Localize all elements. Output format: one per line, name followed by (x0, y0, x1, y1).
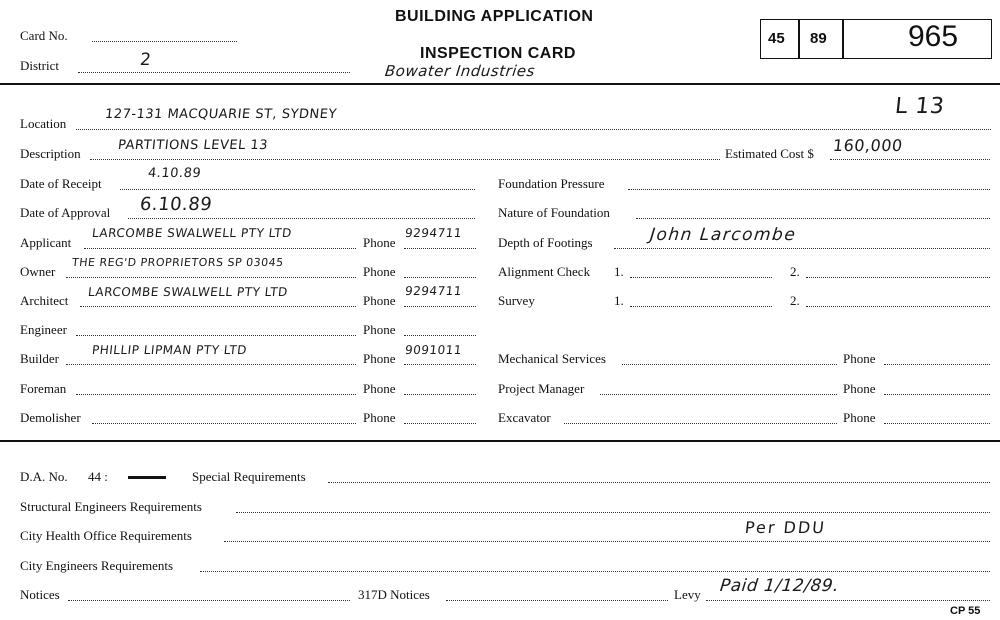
demolisher-phone-label: Phone (363, 410, 396, 425)
description-line (90, 159, 720, 160)
owner-value: THE REG'D PROPRIETORS SP 03045 (71, 256, 285, 269)
estimated-cost-value: 160,000 (832, 136, 904, 155)
city-engineers-line (200, 571, 990, 572)
alignment-check-line-2 (806, 277, 990, 278)
excavator-line (564, 423, 837, 424)
applicant-label: Applicant (20, 235, 72, 250)
mechanical-phone-line (884, 364, 990, 365)
foreman-phone-label: Phone (363, 381, 396, 396)
nature-foundation-label: Nature of Foundation (498, 205, 610, 220)
box-divider-1 (798, 19, 800, 59)
foreman-phone-line (404, 394, 476, 395)
engineer-phone-line (404, 335, 476, 336)
notices-317d-line (446, 600, 668, 601)
date-receipt-label: Date of Receipt (20, 176, 102, 191)
structural-label: Structural Engineers Requirements (20, 499, 202, 514)
survey-1: 1. (614, 293, 624, 308)
survey-line-1 (630, 306, 772, 307)
engineer-line (76, 335, 356, 336)
district-line (78, 72, 350, 73)
architect-phone: 9294711 (404, 284, 463, 298)
applicant-phone-label: Phone (363, 235, 396, 250)
corner-mark: L 13 (893, 94, 946, 119)
foreman-label: Foreman (20, 381, 67, 396)
demolisher-label: Demolisher (20, 410, 81, 425)
project-manager-phone-label: Phone (843, 381, 876, 396)
da-label: D.A. No. (20, 469, 68, 484)
excavator-phone-label: Phone (843, 410, 876, 425)
title-line2: INSPECTION CARD (420, 45, 576, 62)
foreman-line (76, 394, 356, 395)
special-requirements-line (328, 482, 990, 483)
survey-label: Survey (498, 293, 535, 308)
health-value: Per DDU (744, 518, 827, 537)
structural-line (236, 512, 990, 513)
builder-phone-line (404, 364, 476, 365)
title-line1: BUILDING APPLICATION (395, 8, 594, 25)
special-requirements-label: Special Requirements (192, 469, 306, 484)
excavator-phone-line (884, 423, 990, 424)
date-receipt-line (120, 189, 475, 190)
handwritten-note: Bowater Industries (384, 62, 536, 80)
mechanical-line (622, 364, 837, 365)
project-manager-line (600, 394, 837, 395)
date-approval-line (128, 218, 475, 219)
owner-phone-line (404, 277, 476, 278)
applicant-value: LARCOMBE SWALWELL PTY LTD (91, 226, 293, 240)
architect-phone-label: Phone (363, 293, 396, 308)
builder-label: Builder (20, 351, 59, 366)
depth-footings-label: Depth of Footings (498, 235, 593, 250)
project-manager-phone-line (884, 394, 990, 395)
location-label: Location (20, 116, 67, 131)
box2-value: 89 (810, 30, 827, 47)
health-line (224, 541, 990, 542)
card-no-label: Card No. (20, 28, 68, 43)
owner-label: Owner (20, 264, 56, 279)
builder-phone-label: Phone (363, 351, 396, 366)
builder-phone: 9091011 (404, 343, 463, 357)
location-line (76, 129, 991, 130)
notices-label: Notices (20, 587, 60, 602)
health-label: City Health Office Requirements (20, 528, 192, 543)
district-label: District (20, 58, 59, 73)
box-divider-2 (842, 19, 844, 59)
notices-317d-label: 317D Notices (358, 587, 430, 602)
location-value: 127-131 MACQUARIE ST, SYDNEY (104, 107, 338, 122)
excavator-label: Excavator (498, 410, 551, 425)
date-approval-value: 6.10.89 (138, 194, 214, 215)
district-value: 2 (138, 50, 153, 70)
levy-line (706, 600, 990, 601)
architect-label: Architect (20, 293, 69, 308)
engineer-label: Engineer (20, 322, 67, 337)
estimated-cost-line (830, 159, 990, 160)
description-value: PARTITIONS LEVEL 13 (117, 138, 269, 153)
date-receipt-value: 4.10.89 (147, 166, 202, 181)
da-value: 44 : (88, 469, 108, 484)
applicant-phone: 9294711 (404, 226, 463, 240)
depth-footings-line (614, 248, 990, 249)
card-number: 965 (908, 20, 959, 53)
date-approval-label: Date of Approval (20, 205, 111, 220)
builder-value: PHILLIP LIPMAN PTY LTD (91, 343, 248, 357)
levy-value: Paid 1/12/89. (718, 576, 841, 596)
alignment-check-label: Alignment Check (498, 264, 591, 279)
demolisher-line (92, 423, 356, 424)
alignment-check-2: 2. (790, 264, 800, 279)
builder-line (66, 364, 356, 365)
survey-line-2 (806, 306, 990, 307)
notices-line (68, 600, 350, 601)
box1-value: 45 (768, 30, 785, 47)
levy-label: Levy (674, 587, 701, 602)
applicant-phone-line (404, 248, 476, 249)
foundation-pressure-label: Foundation Pressure (498, 176, 605, 191)
form-code: CP 55 (950, 605, 981, 617)
da-dash-mark (128, 476, 166, 479)
mechanical-label: Mechanical Services (498, 351, 606, 366)
architect-value: LARCOMBE SWALWELL PTY LTD (87, 285, 289, 299)
applicant-line (84, 248, 356, 249)
mechanical-phone-label: Phone (843, 351, 876, 366)
city-engineers-label: City Engineers Requirements (20, 558, 174, 573)
owner-line (66, 277, 356, 278)
architect-phone-line (404, 306, 476, 307)
description-label: Description (20, 146, 81, 161)
architect-line (80, 306, 356, 307)
foundation-pressure-line (628, 189, 990, 190)
card-no-line (92, 41, 237, 42)
project-manager-label: Project Manager (498, 381, 585, 396)
section-divider (0, 440, 1000, 442)
owner-phone-label: Phone (363, 264, 396, 279)
survey-2: 2. (790, 293, 800, 308)
demolisher-phone-line (404, 423, 476, 424)
engineer-phone-label: Phone (363, 322, 396, 337)
nature-foundation-line (636, 218, 990, 219)
header-divider (0, 83, 1000, 85)
depth-footings-value: John Larcombe (648, 225, 798, 245)
alignment-check-line-1 (630, 277, 772, 278)
estimated-cost-label: Estimated Cost $ (725, 146, 814, 161)
alignment-check-1: 1. (614, 264, 624, 279)
